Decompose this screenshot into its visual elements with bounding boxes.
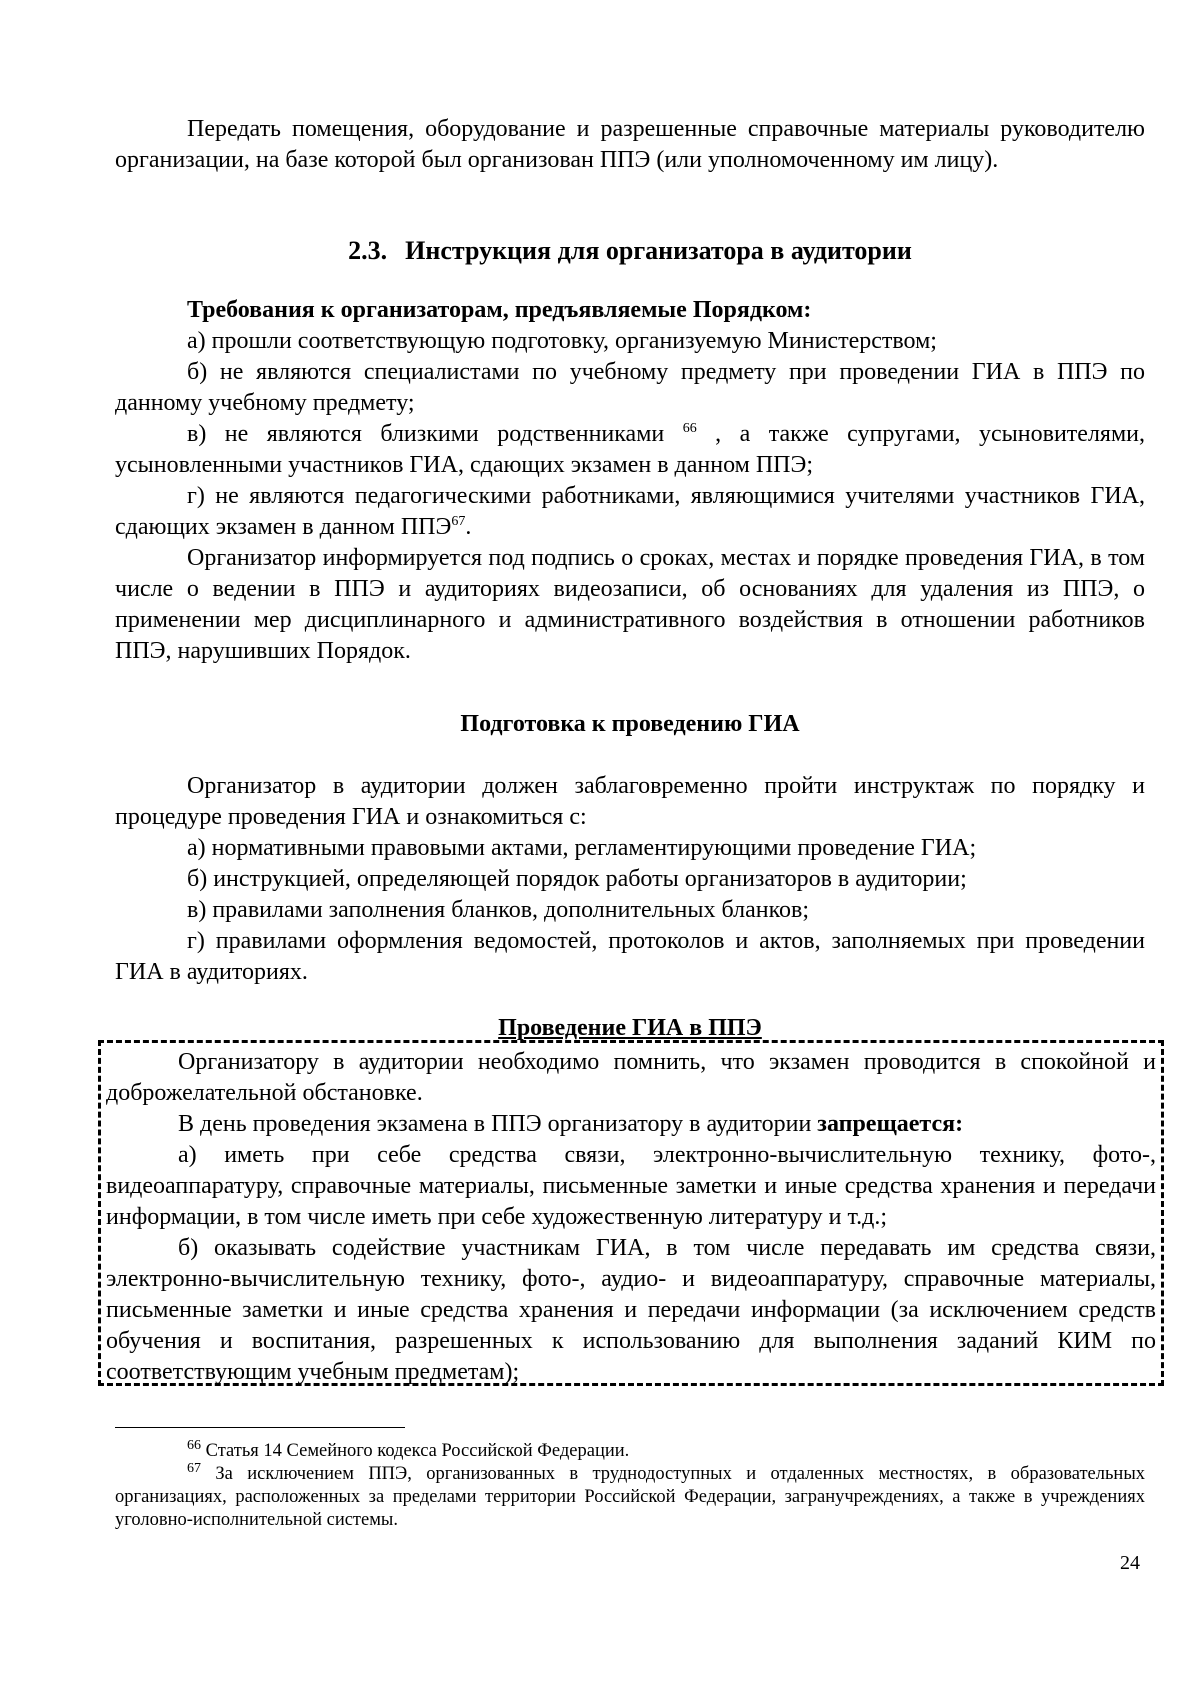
transfer-paragraph-block bbox=[115, 114, 1145, 176]
requirement-item-v-text: в) не являются близкими родственниками bbox=[187, 421, 665, 447]
requirement-item-v-text-cont: , а также супругами, усыновителями, усыновленными участников ГИА, сдающих экзамен в данном ППЭ; bbox=[115, 421, 1145, 478]
conduct-prohibited-intro bbox=[106, 1109, 1156, 1140]
preparation-item-v: в) правилами заполнения бланков, дополнительных бланков; bbox=[187, 897, 810, 923]
section-title: Инструкция для организатора в аудитории bbox=[405, 236, 912, 265]
requirement-item-g-text: г) не являются педагогическими работниками, являющимися учителями участников ГИА, сдающих экзамен в данном ППЭ bbox=[115, 483, 1145, 540]
footnotes-block bbox=[115, 1437, 1146, 1532]
footnote-66 bbox=[115, 1437, 1145, 1463]
footnote-ref-66: 66 bbox=[682, 421, 697, 436]
preparation-intro: Организатор в аудитории должен заблаговременно пройти инструктаж по порядку и процедуре проведения ГИА и ознакомиться с: bbox=[115, 773, 1145, 830]
requirements-block bbox=[115, 295, 1145, 667]
footnote-67 bbox=[115, 1460, 1146, 1532]
preparation-item-b: б) инструкцией, определяющей порядок работы организаторов в аудитории; bbox=[187, 866, 967, 892]
requirement-item-b: б) не являются специалистами по учебному предмету при проведении ГИА в ППЭ по данному учебному предмету; bbox=[115, 359, 1145, 416]
conduct-heading: Проведение ГИА в ППЭ bbox=[498, 1015, 762, 1041]
section-heading bbox=[115, 235, 1145, 267]
requirement-item-g bbox=[115, 481, 1145, 543]
requirements-heading: Требования к организаторам, предъявляемые Порядком: bbox=[187, 297, 812, 323]
conduct-block bbox=[106, 1047, 1156, 1388]
preparation-heading: Подготовка к проведению ГИА bbox=[460, 711, 800, 737]
footnote-ref-67: 67 bbox=[451, 514, 466, 529]
conduct-item-a: а) иметь при себе средства связи, электронно-вычислительную технику, фото-, видеоаппаратуру, справочные материалы, письменные заметки и иные средства хранения и передачи информации, в том числе иметь при себе художественную литературу и т.д.; bbox=[106, 1142, 1156, 1230]
conduct-remember: Организатору в аудитории необходимо помнить, что экзамен проводится в спокойной и доброжелательной обстановке. bbox=[106, 1049, 1156, 1106]
footnote-separator bbox=[115, 1427, 405, 1428]
informed-paragraph: Организатор информируется под подпись о сроках, местах и порядке проведения ГИА, в том числе о ведении в ППЭ и аудиториях видеозаписи, об основаниях для удаления из ППЭ, о применении мер дисциплинарного и административного воздействия в отношении работников ППЭ, нарушивших Порядок. bbox=[115, 545, 1145, 664]
requirement-item-g-end: . bbox=[465, 514, 472, 540]
preparation-item-g: г) правилами оформления ведомостей, протоколов и актов, заполняемых при проведении ГИА в аудиториях. bbox=[115, 928, 1145, 985]
page-number: 24 bbox=[1120, 1552, 1140, 1574]
conduct-item-b: б) оказывать содействие участникам ГИА, в том числе передавать им средства связи, электронно-вычислительную технику, фото-, аудио- и видеоаппаратуру, справочные материалы, письменные заметки и иные средства хранения и передачи информации (за исключением средств обучения и воспитания, разрешенных к использованию для выполнения заданий КИМ по соответствующим учебным предметам); bbox=[106, 1235, 1156, 1385]
preparation-item-a: а) нормативными правовыми актами, регламентирующими проведение ГИА; bbox=[187, 835, 977, 861]
footnote-67-mark: 67 bbox=[187, 1460, 201, 1476]
requirement-item-v bbox=[115, 419, 1145, 481]
requirement-item-a: а) прошли соответствующую подготовку, организуемую Министерством; bbox=[187, 328, 937, 354]
conduct-prohibited-text: В день проведения экзамена в ППЭ организатору в аудитории bbox=[178, 1111, 818, 1137]
footnote-66-text: Статья 14 Семейного кодекса Российской Федерации. bbox=[205, 1441, 630, 1461]
section-number: 2.3. bbox=[348, 236, 388, 265]
footnote-67-text: За исключением ППЭ, организованных в труднодоступных и отдаленных местностях, в образовательных организациях, расположенных за пределами территории Российской Федерации, загранучреждениях, а также в учреждениях уголовно-исполнительной системы. bbox=[115, 1464, 1146, 1530]
transfer-paragraph: Передать помещения, оборудование и разрешенные справочные материалы руководителю организации, на базе которой был организован ППЭ (или уполномоченному им лицу). bbox=[115, 116, 1145, 173]
conduct-prohibited-word: запрещается: bbox=[817, 1111, 964, 1137]
footnote-66-mark: 66 bbox=[187, 1437, 201, 1453]
preparation-block bbox=[115, 771, 1145, 988]
